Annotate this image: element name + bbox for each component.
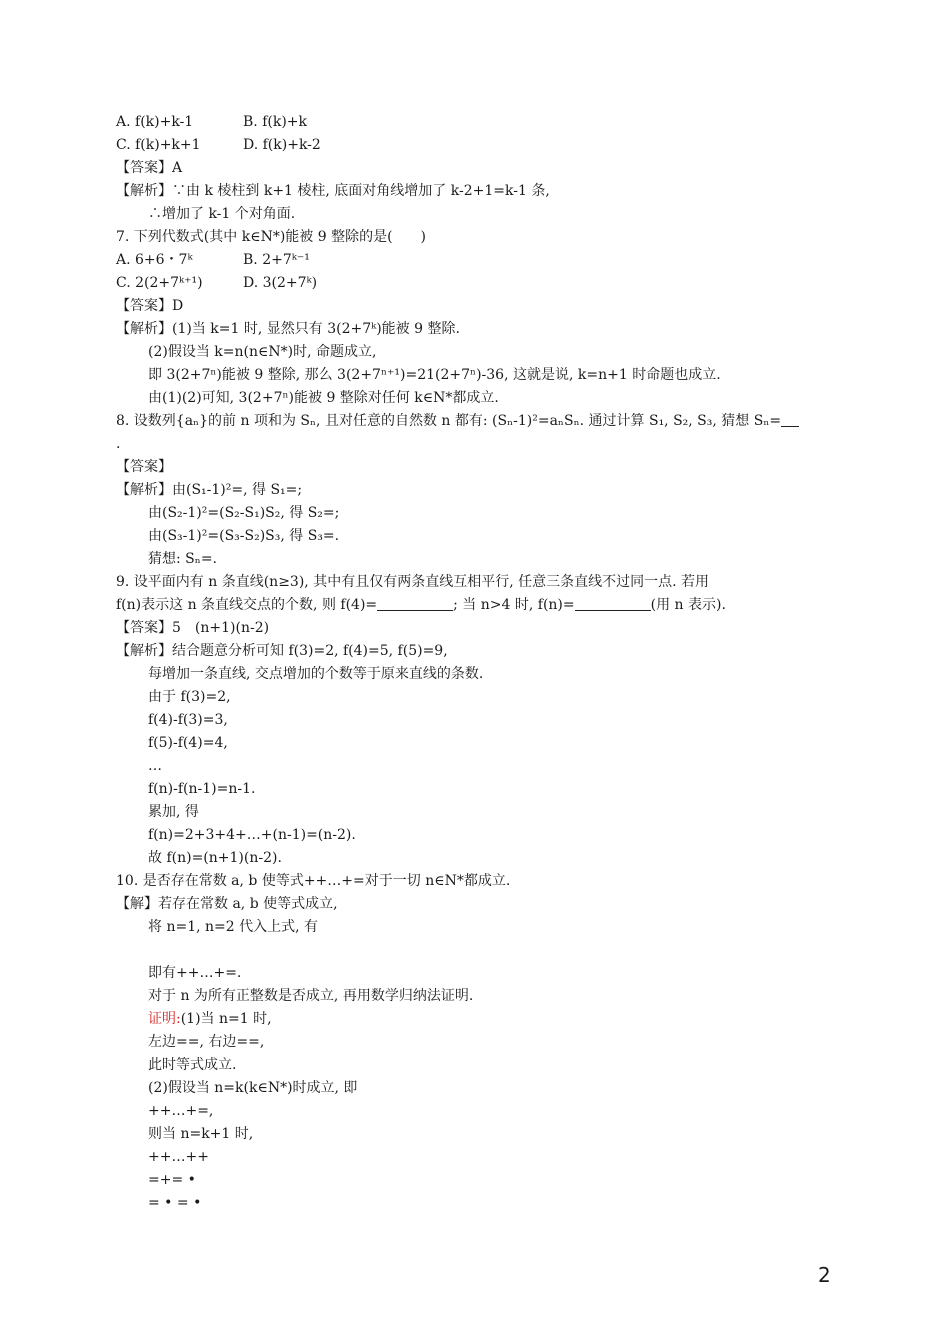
text-line (116, 135, 321, 155)
line-text: 9. 设平面内有 n 条直线(n≥3), 其中有且仅有两条直线互相平行, 任意三条直线不过同一点. 若用 (116, 574, 710, 590)
text-line (148, 710, 228, 730)
option-a: C. f(k)+k+1 (116, 137, 201, 153)
text-line (148, 825, 356, 845)
text-line (148, 687, 231, 707)
text-line (116, 319, 460, 339)
line-text: 8. 设数列{aₙ}的前 n 项和为 Sₙ, 且对任意的自然数 n 都有: (Sₙ-1)²=aₙSₙ. 通过计算 S₁, S₂, S₃, 猜想 Sₙ= (116, 413, 782, 429)
line-text: 【解析】(1)当 k=1 时, 显然只有 3(2+7ᵏ)能被 9 整除. (116, 321, 460, 337)
line-text: . (116, 436, 121, 452)
line-text: … (148, 758, 162, 774)
text-line (148, 779, 255, 799)
text-line (116, 250, 310, 270)
text-line (148, 1009, 272, 1029)
text-line (116, 181, 550, 201)
answer-blank (575, 596, 651, 611)
text-line (148, 848, 282, 868)
line-text: 7. 下列代数式(其中 k∈N*)能被 9 整除的是( ) (116, 229, 427, 245)
text-line (116, 112, 307, 132)
line-text: 【解析】结合题意分析可知 f(3)=2, f(4)=5, f(5)=9, (116, 643, 448, 659)
line-text: 即有++…+=. (148, 965, 242, 981)
text-line (148, 802, 199, 822)
text-line (116, 296, 183, 316)
text-line (116, 894, 338, 914)
text-segment: f(n)表示这 n 条直线交点的个数, 则 f(4)= (116, 597, 378, 613)
text-line (148, 733, 228, 753)
line-text: 由(S₃-1)²=(S₃-S₂)S₃, 得 S₃=. (148, 528, 340, 544)
page-number: 2 (818, 1263, 831, 1287)
option-b: B. f(k)+k (243, 114, 307, 130)
text-line (148, 986, 473, 1006)
option-b: B. 2+7ᵏ⁻¹ (243, 252, 310, 268)
text-line (148, 549, 217, 569)
text-line (116, 434, 120, 454)
text-line (148, 1147, 209, 1167)
text-line (148, 1124, 253, 1144)
text-line (148, 664, 483, 684)
text-line (148, 342, 376, 362)
text-line (116, 618, 269, 638)
line-text: 【答案】5 (n+1)(n-2) (116, 620, 270, 636)
text-line (148, 1193, 201, 1213)
text-line (148, 204, 295, 224)
text-line (116, 411, 799, 431)
text-line (116, 273, 318, 293)
line-text: 【答案】D (116, 298, 184, 314)
text-line (148, 1078, 357, 1098)
line-text: 由于 f(3)=2, (148, 689, 231, 705)
line-text: 将 n=1, n=2 代入上式, 有 (148, 919, 319, 935)
line-text: = • = • (148, 1195, 202, 1211)
line-text: (1)当 n=1 时, (180, 1011, 272, 1027)
answer-blank (377, 596, 453, 611)
line-text: 【答案】A (116, 160, 183, 176)
text-line (116, 480, 302, 500)
option-a: C. 2(2+7ᵏ⁺¹) (116, 275, 203, 291)
line-text: 左边==, 右边==, (148, 1034, 265, 1050)
text-line (116, 572, 709, 592)
line-text: 对于 n 为所有正整数是否成立, 再用数学归纳法证明. (148, 988, 474, 1004)
text-line (148, 365, 721, 385)
line-text: 每增加一条直线, 交点增加的个数等于原来直线的条数. (148, 666, 484, 682)
line-text: f(4)-f(3)=3, (148, 712, 228, 728)
line-text: 【解析】∵由 k 棱柱到 k+1 棱柱, 底面对角线增加了 k-2+1=k-1 条, (116, 183, 550, 199)
text-line (148, 1032, 264, 1052)
text-segment: ; 当 n>4 时, f(n)= (453, 597, 575, 613)
text-line (116, 871, 510, 891)
line-text: (2)假设当 k=n(n∈N*)时, 命题成立, (148, 344, 377, 360)
line-text: f(5)-f(4)=4, (148, 735, 228, 751)
line-text: 由(S₂-1)²=(S₂-S₁)S₂, 得 S₂=; (148, 505, 340, 521)
line-text: 则当 n=k+1 时, (148, 1126, 254, 1142)
line-text: 累加, 得 (148, 804, 199, 820)
text-line (116, 595, 726, 615)
text-line (116, 158, 182, 178)
line-text: (2)假设当 n=k(k∈N*)时成立, 即 (148, 1080, 358, 1096)
line-text: 即 3(2+7ⁿ)能被 9 整除, 那么 3(2+7ⁿ⁺¹)=21(2+7ⁿ)-36, 这就是说, k=n+1 时命题也成立. (148, 367, 721, 383)
line-text: 【解】若存在常数 a, b 使等式成立, (116, 896, 338, 912)
text-line (116, 227, 426, 247)
option-a: A. f(k)+k-1 (116, 114, 194, 130)
text-segment: (用 n 表示). (650, 597, 726, 613)
option-a: A. 6+6・7ᵏ (116, 252, 193, 268)
proof-label: 证明: (148, 1011, 181, 1027)
line-text: ++…+=, (148, 1103, 214, 1119)
line-text: 故 f(n)=(n+1)(n-2). (148, 850, 282, 866)
text-line (148, 1101, 213, 1121)
line-text: ∴增加了 k-1 个对角面. (148, 206, 296, 222)
line-text: ++…++ (148, 1149, 209, 1165)
line-text: f(n)=2+3+4+…+(n-1)=(n-2). (148, 827, 356, 843)
line-text: =+= • (148, 1172, 196, 1188)
line-text: 【解析】由(S₁-1)²=, 得 S₁=; (116, 482, 303, 498)
text-line (148, 963, 241, 983)
text-line (148, 503, 339, 523)
line-text: 此时等式成立. (148, 1057, 237, 1073)
option-b: D. 3(2+7ᵏ) (243, 275, 318, 291)
line-text: 猜想: Sₙ=. (148, 551, 217, 567)
text-line (148, 388, 499, 408)
line-text: 由(1)(2)可知, 3(2+7ⁿ)能被 9 整除对任何 k∈N*都成立. (148, 390, 499, 406)
text-line (116, 641, 448, 661)
text-line (148, 756, 162, 776)
text-line (116, 457, 172, 477)
line-text: f(n)-f(n-1)=n-1. (148, 781, 256, 797)
text-line (148, 526, 339, 546)
text-line (148, 917, 318, 937)
option-b: D. f(k)+k-2 (243, 137, 321, 153)
text-line (148, 1055, 236, 1075)
answer-blank (781, 412, 799, 427)
text-line (148, 1170, 196, 1190)
line-text: 【答案】 (116, 459, 172, 475)
line-text: 10. 是否存在常数 a, b 使等式++…+=对于一切 n∈N*都成立. (116, 873, 511, 889)
